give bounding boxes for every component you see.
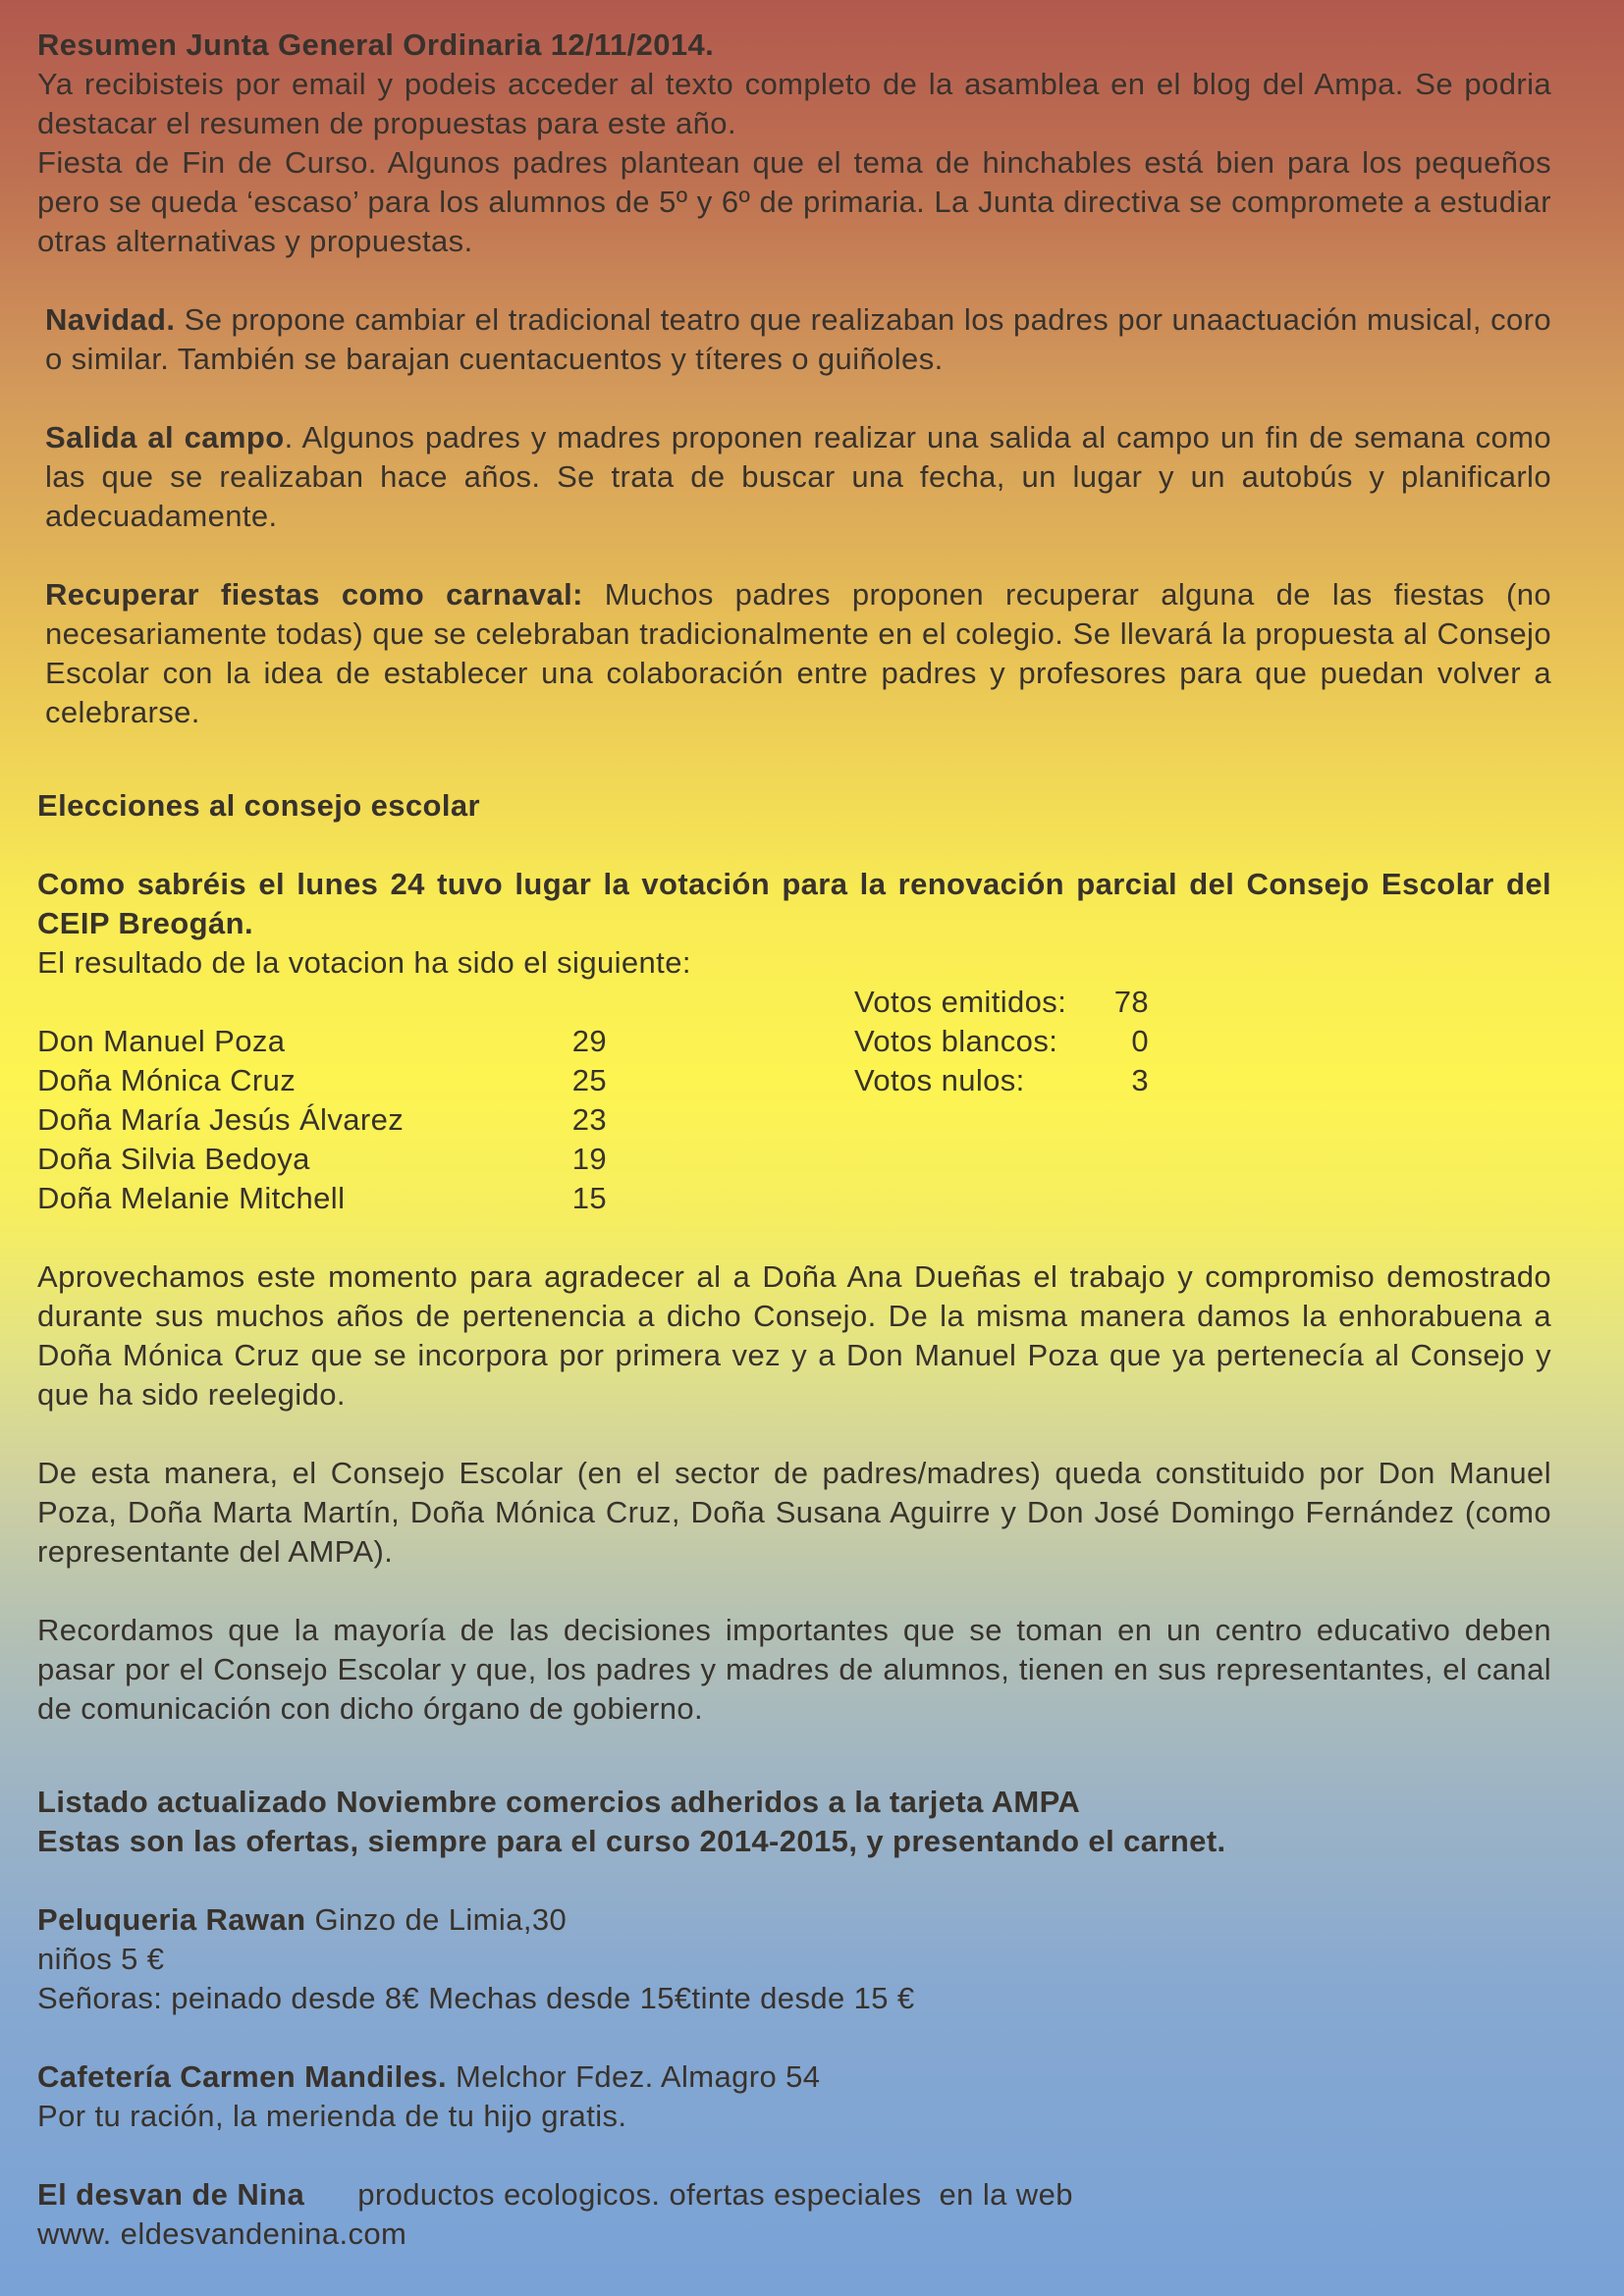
council-composition-paragraph: De esta manera, el Consejo Escolar (en el sector de padres/madres) queda constituido por Don Manuel Poza, Doña Marta Martín, Doña Mónica Cruz, Doña Susana Aguirre y Don José Domingo Fernández (como representante del AMPA). bbox=[37, 1456, 1551, 1569]
navidad-text: Se propone cambiar el tradicional teatro que realizaban los padres por unaactuación musical, coro o similar. También se barajan cuentacuentos y títeres o guiñoles. bbox=[45, 302, 1561, 376]
total-label: Votos emitidos: bbox=[854, 985, 1067, 1019]
commerce-heading-line2: Estas son las ofertas, siempre para el curso 2014-2015, y presentando el carnet. bbox=[37, 1824, 1226, 1858]
candidate-name: Doña Silvia Bedoya bbox=[37, 1142, 310, 1176]
candidate-votes: 29 bbox=[571, 1024, 607, 1058]
business-website: www. eldesvandenina.com bbox=[37, 2216, 407, 2251]
business-entry-desvan bbox=[37, 2175, 1551, 2254]
fiesta-fin-de-curso-paragraph: Fiesta de Fin de Curso. Algunos padres plantean que el tema de hinchables está bien para los pequeños pero se queda ‘escaso’ para los alumnos de 5º y 6º de primaria. La Junta directiva se compromete a estudiar otras alternativas y propuestas. bbox=[37, 145, 1551, 258]
business-offer-line: Por tu ración, la merienda de tu hijo gratis. bbox=[37, 2099, 627, 2133]
vote-totals bbox=[854, 983, 1149, 1100]
business-detail: Melchor Fdez. Almagro 54 bbox=[447, 2059, 821, 2094]
candidate-name: Doña Melanie Mitchell bbox=[37, 1181, 346, 1215]
total-label: Votos blancos: bbox=[854, 1024, 1058, 1058]
result-intro: El resultado de la votacion ha sido el siguiente: bbox=[37, 945, 691, 980]
election-announcement: Como sabréis el lunes 24 tuvo lugar la votación para la renovación parcial del Consejo Escolar del CEIP Breogán. bbox=[37, 867, 1551, 940]
business-offer-line: Señoras: peinado desde 8€ Mechas desde 15€tinte desde 15 € bbox=[37, 1981, 915, 2015]
business-entry-cafeteria bbox=[37, 2057, 1551, 2136]
page-title: Resumen Junta General Ordinaria 12/11/2014. bbox=[37, 27, 715, 62]
business-name: Peluqueria Rawan bbox=[37, 1902, 306, 1937]
business-entry-peluqueria bbox=[37, 1900, 1551, 2018]
salida-text: . Algunos padres y madres proponen realizar una salida al campo un fin de semana como las que se realizaban hace años. Se trata de buscar una fecha, un lugar y un autobús y planificarlo adecuadamente. bbox=[45, 420, 1561, 533]
salida-label: Salida al campo bbox=[45, 420, 285, 454]
recuperar-fiestas-label: Recuperar fiestas como carnaval: bbox=[45, 577, 583, 612]
candidate-votes: 15 bbox=[571, 1181, 607, 1215]
business-name: El desvan de Nina bbox=[37, 2177, 305, 2212]
total-row-emitidos bbox=[854, 983, 1149, 1022]
intro-paragraph: Ya recibisteis por email y podeis acceder al texto completo de la asamblea en el blog del Ampa. Se podria destacar el resumen de propuestas para este año. bbox=[37, 67, 1551, 140]
total-row-blancos bbox=[854, 1022, 1149, 1061]
candidate-votes: 19 bbox=[571, 1142, 607, 1176]
candidate-row bbox=[37, 1022, 607, 1061]
business-title-line bbox=[37, 2057, 1551, 2097]
business-offer-line: niños 5 € bbox=[37, 1942, 165, 1976]
candidate-list bbox=[37, 1022, 607, 1218]
recuperar-fiestas-paragraph bbox=[37, 575, 1561, 732]
total-value: 78 bbox=[1113, 985, 1149, 1019]
recuperar-fiestas-text: Muchos padres proponen recuperar alguna de las fiestas (no necesariamente todas) que se celebraban tradicionalmente en el colegio. Se llevará la propuesta al Consejo Escolar con la idea de establecer una colaboración entre padres y profesores para que puedan volver a celebrarse. bbox=[45, 577, 1561, 729]
reminder-paragraph: Recordamos que la mayoría de las decisiones importantes que se toman en un centro educativo deben pasar por el Consejo Escolar y que, los padres y madres de alumnos, tienen en sus representantes, el canal de comunicación con dicho órgano de gobierno. bbox=[37, 1613, 1551, 1726]
candidate-votes: 23 bbox=[571, 1102, 607, 1137]
navidad-label: Navidad. bbox=[45, 302, 176, 337]
candidate-row bbox=[37, 1100, 607, 1140]
commerce-heading-line1: Listado actualizado Noviembre comercios adheridos a la tarjeta AMPA bbox=[37, 1785, 1081, 1819]
candidate-row bbox=[37, 1061, 607, 1100]
candidate-votes: 25 bbox=[571, 1063, 607, 1097]
candidate-name: Don Manuel Poza bbox=[37, 1024, 286, 1058]
elections-heading: Elecciones al consejo escolar bbox=[37, 788, 480, 823]
business-detail: Ginzo de Limia,30 bbox=[305, 1902, 568, 1937]
vote-results-block bbox=[37, 983, 1551, 1218]
salida-al-campo-paragraph bbox=[37, 418, 1561, 536]
total-value: 3 bbox=[1131, 1063, 1149, 1097]
candidate-name: Doña María Jesús Álvarez bbox=[37, 1102, 405, 1137]
business-name: Cafetería Carmen Mandiles. bbox=[37, 2059, 447, 2094]
business-detail: productos ecologicos. ofertas especiales en la web bbox=[304, 2177, 1073, 2212]
candidate-row bbox=[37, 1179, 607, 1218]
business-title-line bbox=[37, 2175, 1551, 2215]
total-label: Votos nulos: bbox=[854, 1063, 1025, 1097]
business-title-line bbox=[37, 1900, 1551, 1940]
total-value: 0 bbox=[1131, 1024, 1149, 1058]
candidate-row bbox=[37, 1140, 607, 1179]
thanks-paragraph: Aprovechamos este momento para agradecer al a Doña Ana Dueñas el trabajo y compromiso demostrado durante sus muchos años de pertenencia a dicho Consejo. De la misma manera damos la enhorabuena a Doña Mónica Cruz que se incorpora por primera vez y a Don Manuel Poza que ya pertenecía al Consejo y que ha sido reelegido. bbox=[37, 1259, 1551, 1412]
navidad-paragraph bbox=[37, 300, 1561, 379]
total-row-nulos bbox=[854, 1061, 1149, 1100]
candidate-name: Doña Mónica Cruz bbox=[37, 1063, 297, 1097]
